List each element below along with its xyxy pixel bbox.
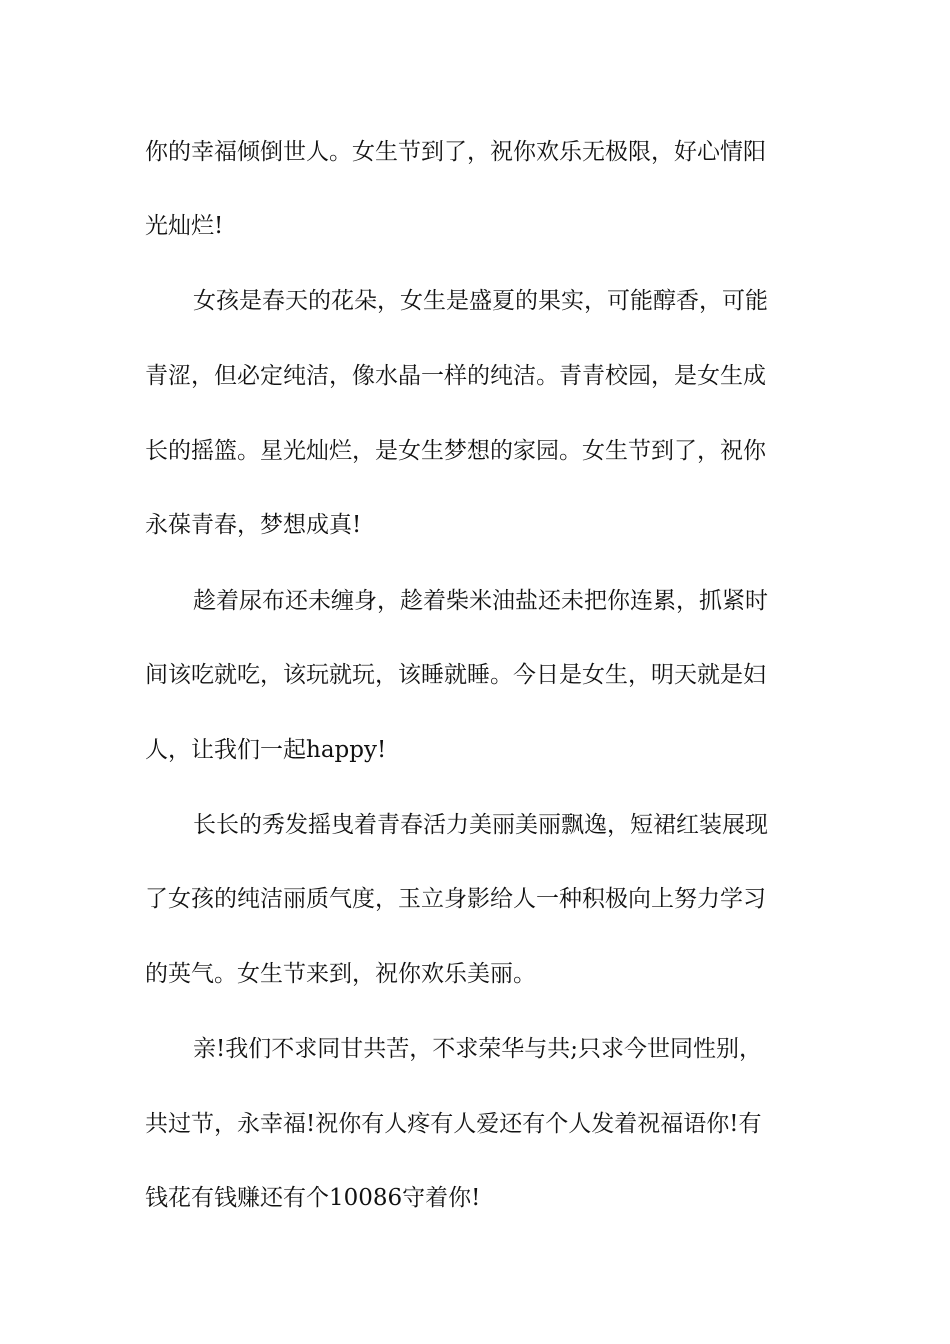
- text-line: 你的幸福倾倒世人。女生节到了，祝你欢乐无极限，好心情阳: [145, 139, 766, 165]
- text-line: 青涩，但必定纯洁，像水晶一样的纯洁。青青校园，是女生成: [145, 363, 766, 389]
- text-line: 的英气。女生节来到，祝你欢乐美丽。: [145, 961, 536, 987]
- paragraph-first-line: 趁着尿布还未缠身，趁着柴米油盐还未把你连累，抓紧时: [193, 588, 768, 614]
- text-line: 光灿烂!: [145, 213, 224, 239]
- paragraph-first-line: 亲!我们不求同甘共苦，不求荣华与共;只求今世同性别，: [193, 1036, 762, 1062]
- text-line: 共过节，永幸福!祝你有人疼有人爱还有个人发着祝福语你!有: [145, 1111, 762, 1137]
- text-line: 钱花有钱赚还有个10086守着你!: [145, 1185, 481, 1211]
- paragraph-first-line: 女孩是春天的花朵，女生是盛夏的果实，可能醇香，可能: [193, 288, 768, 314]
- text-line: 了女孩的纯洁丽质气度，玉立身影给人一种积极向上努力学习: [145, 886, 766, 912]
- text-line: 永葆青春，梦想成真!: [145, 512, 362, 538]
- text-line: 人，让我们一起happy!: [145, 737, 387, 763]
- paragraph-first-line: 长长的秀发摇曳着青春活力美丽美丽飘逸，短裙红装展现: [193, 812, 768, 838]
- text-line: 长的摇篮。星光灿烂，是女生梦想的家园。女生节到了，祝你: [145, 438, 766, 464]
- text-line: 间该吃就吃，该玩就玩，该睡就睡。今日是女生，明天就是妇: [145, 662, 766, 688]
